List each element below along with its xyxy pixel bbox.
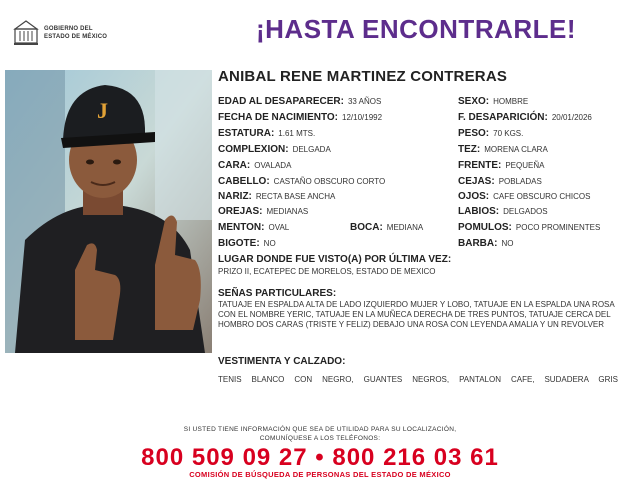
clothing-title: VESTIMENTA Y CALZADO: xyxy=(218,356,346,367)
government-logo xyxy=(12,18,132,48)
field-edad: EDAD AL DESAPARECER: 33 AÑOS xyxy=(218,96,382,107)
field-menton: MENTON: OVAL xyxy=(218,222,290,233)
marks-title: SEÑAS PARTICULARES: xyxy=(218,288,337,299)
field-cabello: CABELLO: CASTAÑO OBSCURO CORTO xyxy=(218,176,386,187)
clothing-text: TENIS BLANCO CON NEGRO, GUANTES NEGROS, PANTALON CAFE, SUDADERA GRIS xyxy=(218,375,618,384)
field-barba: BARBA: NO xyxy=(458,238,514,249)
field-sexo: SEXO: HOMBRE xyxy=(458,96,529,107)
field-cara: CARA: OVALADA xyxy=(218,160,292,171)
last-seen-text: PRIZO II, ECATEPEC DE MORELOS, ESTADO DE MEXICO xyxy=(218,267,436,276)
field-fecha-nacimiento: FECHA DE NACIMIENTO: 12/10/1992 xyxy=(218,112,383,123)
field-tez: TEZ: MORENA CLARA xyxy=(458,144,548,155)
field-nariz: NARIZ: RECTA BASE ANCHA xyxy=(218,191,336,202)
gov-line1: GOBIERNO DEL xyxy=(44,26,93,32)
marks-text: TATUAJE EN ESPALDA ALTA DE LADO IZQUIERDO MUJER Y LOBO, TATUAJE EN LA ESPALDA UNA ROSA CON EL NOMBRE YERIC, TATUAJE EN LA MUÑECA DERECHA DE TRES PUNTOS, TATUAJE CERCA DEL HOMBRO DOS CARAS (TRISTE Y FELIZ) DEBAJO UNA ROSA CON LEYENDA AMALIA Y UN REVOLVER xyxy=(218,300,615,329)
person-name: ANIBAL RENE MARTINEZ CONTRERAS xyxy=(218,68,508,85)
gov-line2: ESTADO DE MÉXICO xyxy=(44,34,108,40)
headline: ¡HASTA ENCONTRARLE! xyxy=(256,14,577,44)
field-boca: BOCA: MEDIANA xyxy=(350,222,424,233)
field-complexion: COMPLEXION: DELGADA xyxy=(218,144,331,155)
missing-person-photo xyxy=(5,70,212,353)
field-estatura: ESTATURA: 1.61 MTS. xyxy=(218,128,316,139)
svg-text:J: J xyxy=(97,98,108,123)
field-cejas: CEJAS: POBLADAS xyxy=(458,176,542,187)
field-fecha-desaparicion: F. DESAPARICIÓN: 20/01/2026 xyxy=(458,112,592,123)
last-seen-title: LUGAR DONDE FUE VISTO(A) POR ÚLTIMA VEZ: xyxy=(218,254,452,265)
footer-note-line2: COMUNÍQUESE A LOS TELÉFONOS: xyxy=(259,435,381,442)
field-pomulos: POMULOS: POCO PROMINENTES xyxy=(458,222,601,233)
field-peso: PESO: 70 KGS. xyxy=(458,128,524,139)
footer-note-line1: SI USTED TIENE INFORMACIÓN QUE SEA DE UTILIDAD PARA SU LOCALIZACIÓN, xyxy=(183,426,457,433)
state-seal-icon xyxy=(12,19,40,47)
field-frente: FRENTE: PEQUEÑA xyxy=(458,160,545,171)
field-orejas: OREJAS: MEDIANAS xyxy=(218,206,309,217)
commission-name: COMISIÓN DE BÚSQUEDA DE PERSONAS DEL ESTADO DE MÉXICO xyxy=(189,470,451,479)
field-bigote: BIGOTE: NO xyxy=(218,238,276,249)
field-labios: LABIOS: DELGADOS xyxy=(458,206,548,217)
phone-numbers: 800 509 09 27 • 800 216 03 61 xyxy=(141,444,499,471)
field-ojos: OJOS: CAFE OBSCURO CHICOS xyxy=(458,191,591,202)
